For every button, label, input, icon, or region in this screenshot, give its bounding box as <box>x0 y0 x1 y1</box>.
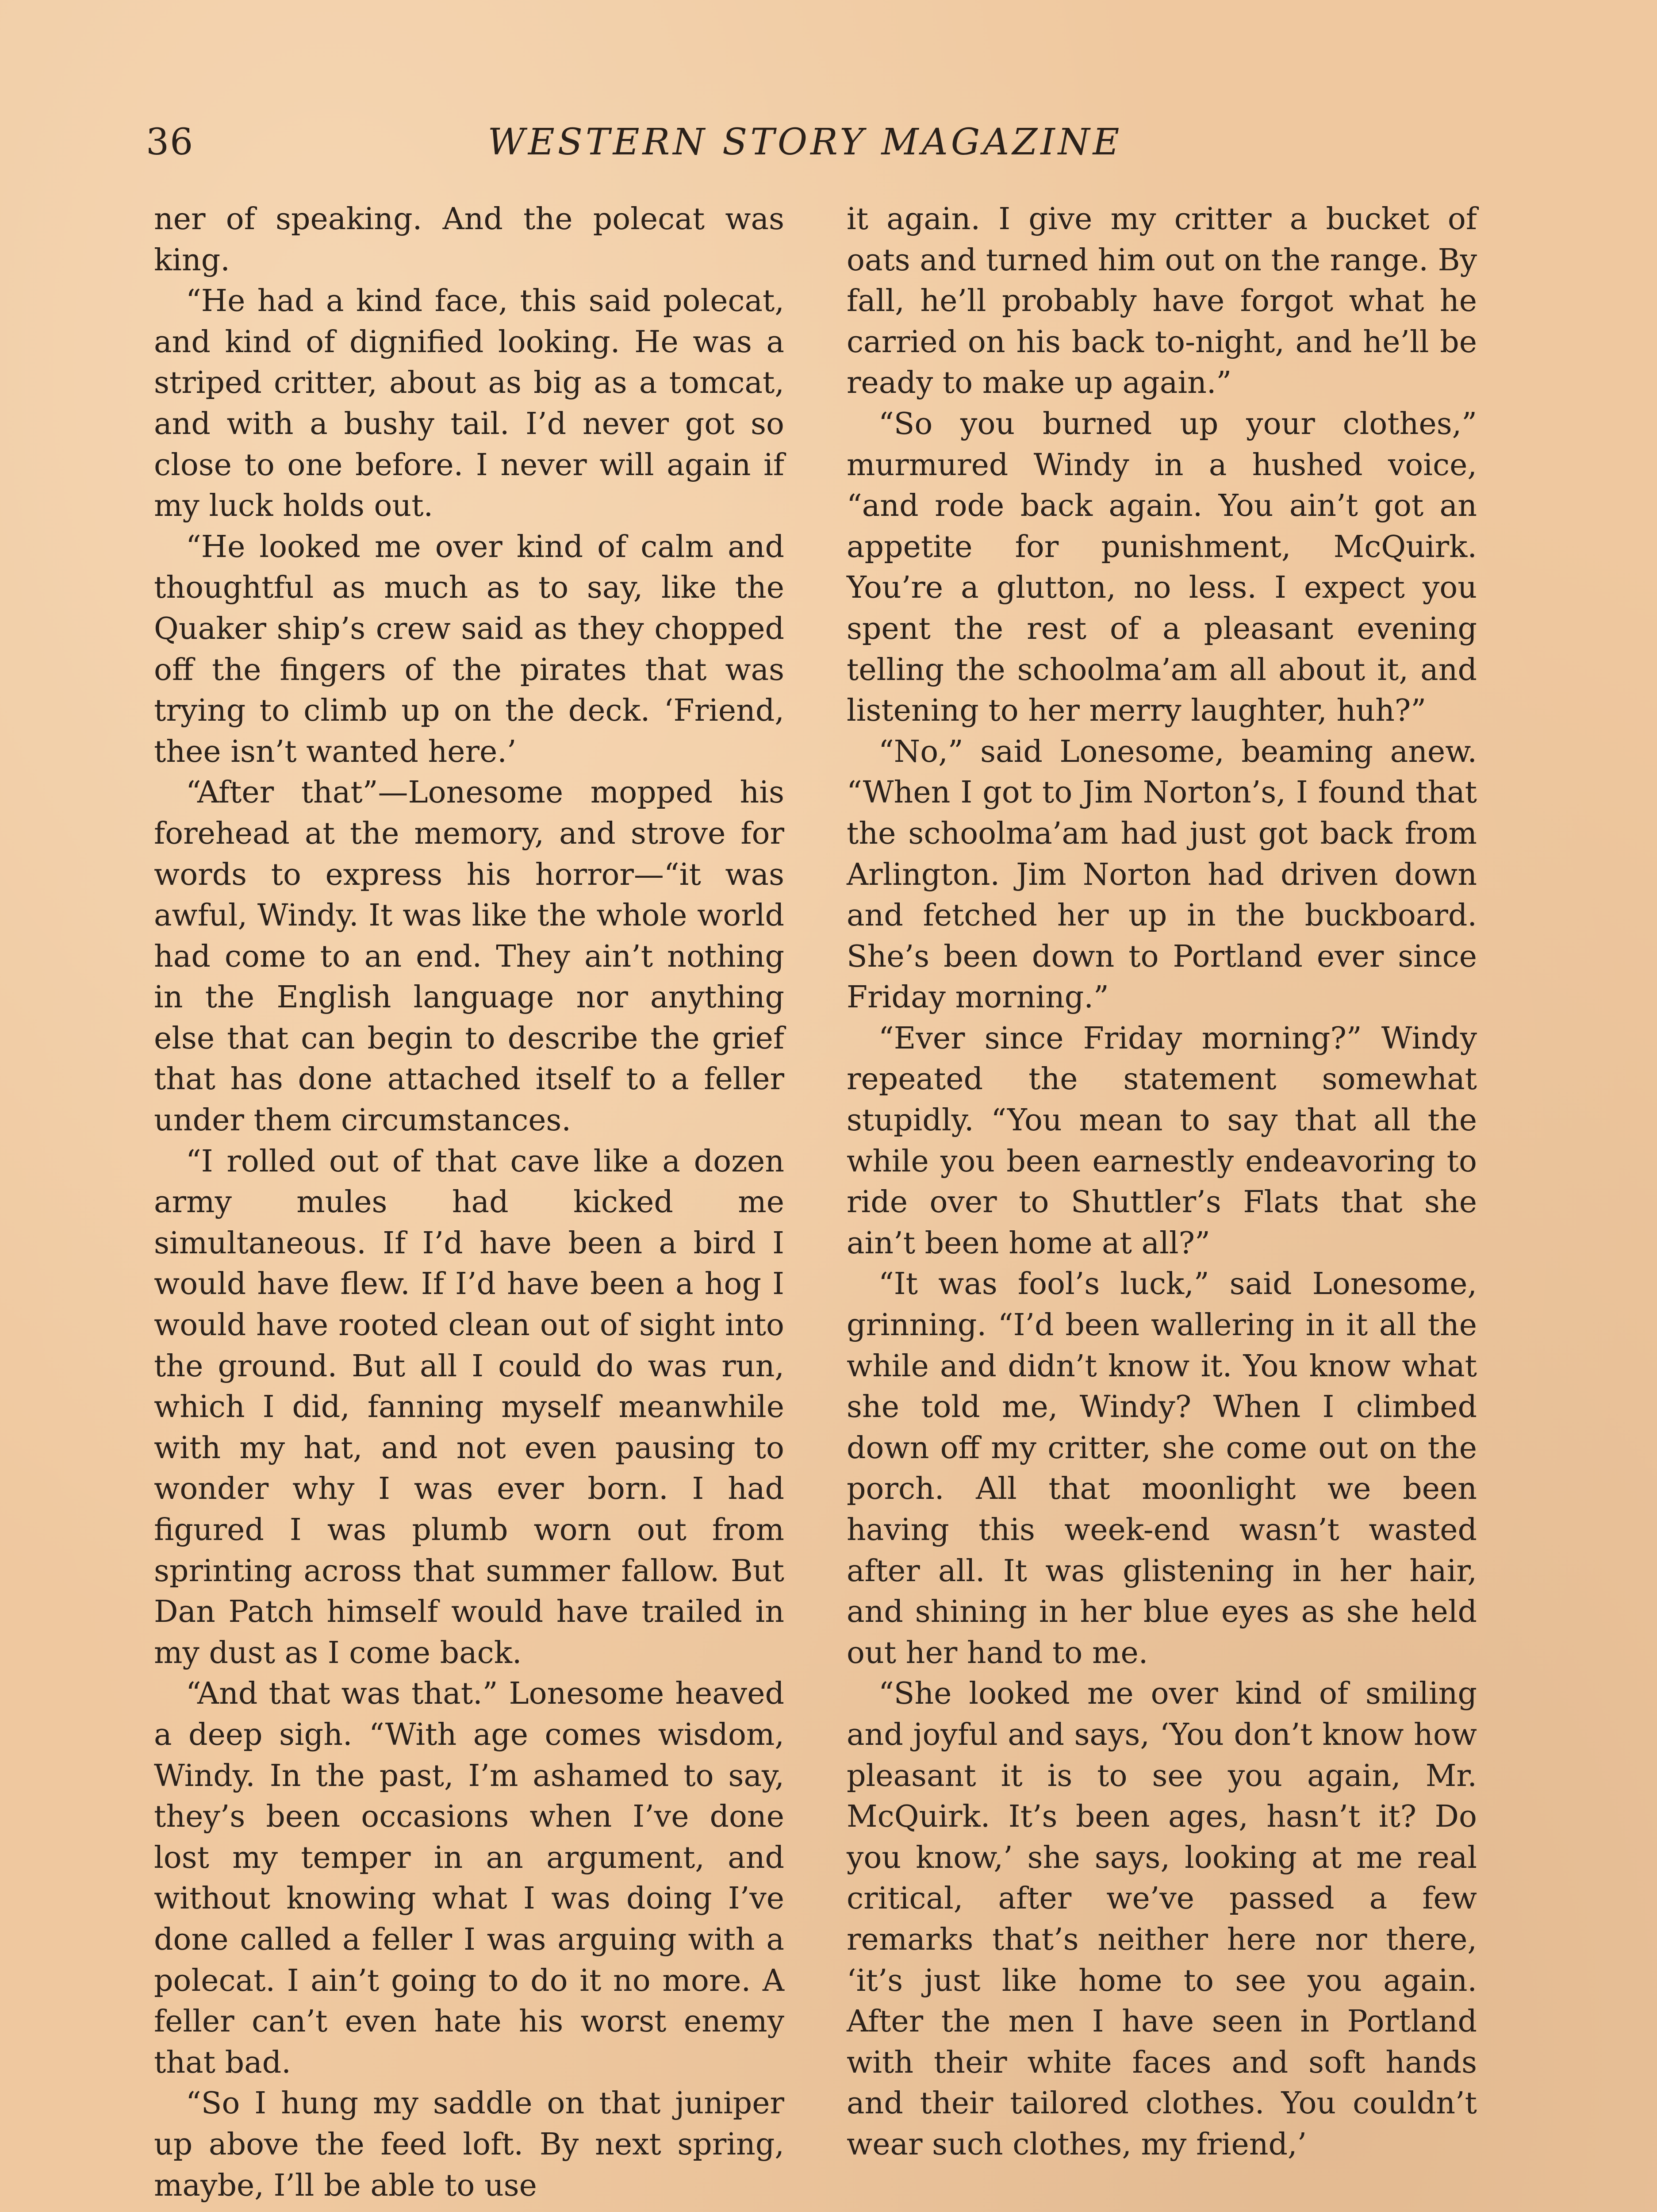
paragraph: ner of speaking. And the polecat was king. <box>154 202 784 278</box>
paragraph: it again. I give my critter a bucket of oats and turned him out on the range. By fall, he’ll probably have forgot what he carried on his back to-night, and he’ll be ready to make up again.” <box>847 202 1477 401</box>
running-head: WESTERN STORY MAGAZINE <box>487 121 1123 163</box>
paragraph: “No,” said Lonesome, beaming anew. “When I got to Jim Norton’s, I found that the schoolma’am had just got back from Arlington. Jim Norton had driven down and fetched her up in the buckboard. She’s been down to Portland ever since Friday morning.” <box>847 734 1477 1015</box>
paragraph: “And that was that.” Lonesome heaved a deep sigh. “With age comes wisdom, Windy. In the past, I’m ashamed to say, they’s been occasions when I’ve done lost my temper in an argument, and without knowing what I was doing I’ve done called a feller I was arguing with a polecat. I ain’t going to do it no more. A feller can’t even hate his worst enemy that bad. <box>154 1676 784 2080</box>
page-header <box>146 116 1464 182</box>
page-number: 36 <box>146 121 194 163</box>
paragraph: “It was fool’s luck,” said Lonesome, grinning. “I’d been wallering in it all the while and didn’t know it. You know what she told me, Windy? When I climbed down off my critter, she come out on the porch. All that moonlight we been having this week-end wasn’t wasted after all. It was glistening in her hair, and shining in her blue eyes as she held out her hand to me. <box>847 1267 1477 1671</box>
paragraph: “So I hung my saddle on that juniper up above the feed loft. By next spring, maybe, I’ll be able to use <box>154 2086 784 2203</box>
paragraph: “He looked me over kind of calm and thoughtful as much as to say, like the Quaker ship’s crew said as they chopped off the fingers of the pirates that was trying to climb up on the deck. ‘Friend, thee isn’t wanted here.’ <box>154 529 784 769</box>
paragraph: “She looked me over kind of smiling and joyful and says, ‘You don’t know how pleasant it is to see you again, Mr. McQuirk. It’s been ages, hasn’t it? Do you know,’ she says, looking at me real critical, after we’ve passed a few remarks that’s neither here nor there, ‘it’s just like home to see you again. After the men I have seen in Portland with their white faces and soft hands and their tailored clothes. You couldn’t wear such clothes, my friend,’ <box>847 1676 1477 2162</box>
paragraph: “He had a kind face, this said polecat, and kind of dignified looking. He was a striped critter, about as big as a tomcat, and with a bushy tail. I’d never got so close to one before. I never will again if my luck holds out. <box>154 284 784 524</box>
paragraph: “Ever since Friday morning?” Windy repeated the statement somewhat stupidly. “You mean to say that all the while you been earnestly endeavoring to ride over to Shuttler’s Flats that she ain’t been home at all?” <box>847 1021 1477 1261</box>
right-column <box>847 199 1477 2166</box>
paragraph: “I rolled out of that cave like a dozen army mules had kicked me simultaneous. If I’d have been a bird I would have flew. If I’d have been a hog I would have rooted clean out of sight into the ground. But all I could do was run, which I did, fanning myself meanwhile with my hat, and not even pausing to wonder why I was ever born. I had figured I was plumb worn out from sprinting across that summer fallow. But Dan Patch himself would have trailed in my dust as I come back. <box>154 1144 784 1671</box>
paragraph: “After that”—Lonesome mopped his forehead at the memory, and strove for words to express his horror—“it was awful, Windy. It was like the whole world had come to an end. They ain’t nothing in the English language nor anything else that can begin to describe the grief that has done attached itself to a feller under them circumstances. <box>154 775 784 1138</box>
paragraph: “So you burned up your clothes,” murmured Windy in a hushed voice, “and rode back again. You ain’t got an appetite for punishment, McQuirk. You’re a glutton, no less. I expect you spent the rest of a pleasant evening telling the schoolma’am all about it, and listening to her merry laughter, huh?” <box>847 406 1477 729</box>
left-column <box>154 199 784 2206</box>
